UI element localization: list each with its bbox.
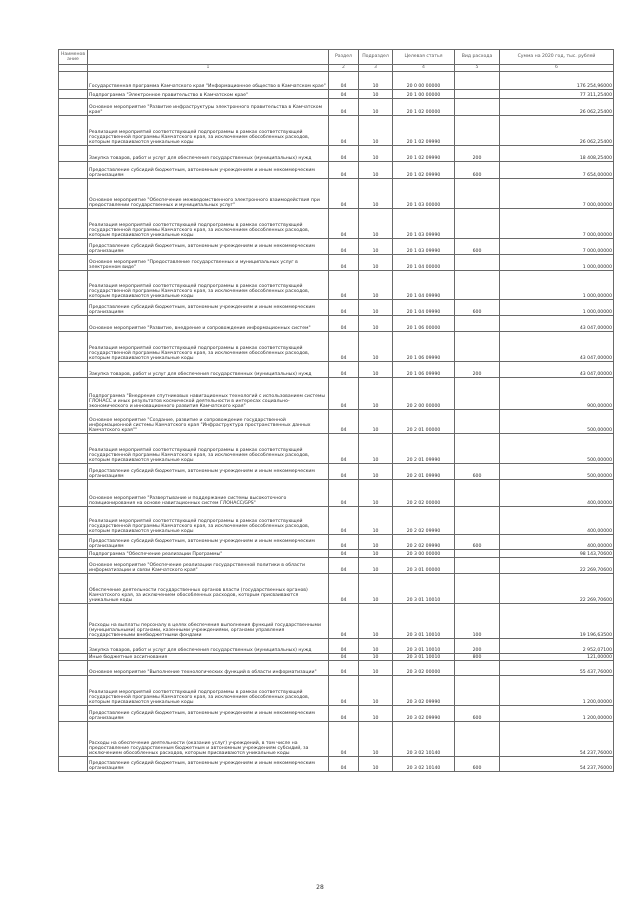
row-name: Закупка товаров, работ и услуг для обеспечения государственных (муниципальных) нужд bbox=[88, 362, 329, 378]
row-name: Предоставление субсидий бюджетным, автономным учреждениям и иным некоммерческим организациям bbox=[88, 239, 329, 255]
row-podrazdel: 10 bbox=[359, 332, 393, 362]
table-row bbox=[59, 558, 614, 574]
blank-cell bbox=[59, 434, 88, 464]
row-sum: 18 408,25400 bbox=[500, 146, 614, 162]
table-row bbox=[59, 332, 614, 362]
row-razdel: 04 bbox=[329, 535, 359, 550]
row-vr bbox=[455, 722, 500, 757]
blank-cell bbox=[59, 239, 88, 255]
row-csr: 20 2 01 00000 bbox=[393, 410, 455, 434]
row-podrazdel: 10 bbox=[359, 72, 393, 90]
row-razdel: 04 bbox=[329, 209, 359, 239]
index-cell bbox=[59, 65, 88, 72]
row-csr: 20 2 02 09990 bbox=[393, 535, 455, 550]
row-name: Основное мероприятие "Обеспечение реализации государственной политики в области информатизации и связи Камчатского края" bbox=[88, 558, 329, 574]
row-razdel: 04 bbox=[329, 480, 359, 507]
row-podrazdel: 10 bbox=[359, 179, 393, 209]
row-razdel: 04 bbox=[329, 722, 359, 757]
row-podrazdel: 10 bbox=[359, 676, 393, 706]
table-row bbox=[59, 464, 614, 480]
row-csr: 20 3 02 00000 bbox=[393, 661, 455, 676]
row-razdel: 04 bbox=[329, 255, 359, 271]
row-name: Основное мероприятие "Развитие инфраструктуры электронного правительства в Камчатском крае" bbox=[88, 99, 329, 116]
row-vr bbox=[455, 209, 500, 239]
row-razdel: 04 bbox=[329, 239, 359, 255]
row-name: Закупка товаров, работ и услуг для обеспечения государственных (муниципальных) нужд bbox=[88, 146, 329, 162]
row-name: Реализация мероприятий соответствующей подпрограммы в рамках соответствующей государственной программы Камчатского края, за исключением обособленных расходов, которым присваиваются уникальные коды bbox=[88, 434, 329, 464]
index-cell: 2 bbox=[329, 65, 359, 72]
row-podrazdel: 10 bbox=[359, 362, 393, 378]
row-podrazdel: 10 bbox=[359, 507, 393, 535]
row-razdel: 04 bbox=[329, 706, 359, 722]
table-row bbox=[59, 209, 614, 239]
row-vr bbox=[455, 676, 500, 706]
blank-cell bbox=[59, 661, 88, 676]
row-vr: 600 bbox=[455, 535, 500, 550]
blank-cell bbox=[59, 574, 88, 604]
row-vr bbox=[455, 179, 500, 209]
row-name: Основное мероприятие "Выполнение технологических функций в области информатизации" bbox=[88, 661, 329, 676]
blank-cell bbox=[59, 300, 88, 316]
row-podrazdel: 10 bbox=[359, 654, 393, 661]
row-csr: 20 1 02 00000 bbox=[393, 99, 455, 116]
table-row bbox=[59, 162, 614, 179]
row-razdel: 04 bbox=[329, 676, 359, 706]
row-podrazdel: 10 bbox=[359, 706, 393, 722]
row-sum: 400,00000 bbox=[500, 480, 614, 507]
row-podrazdel: 10 bbox=[359, 604, 393, 639]
row-vr bbox=[455, 410, 500, 434]
row-podrazdel: 10 bbox=[359, 162, 393, 179]
table-row bbox=[59, 722, 614, 757]
row-sum: 55 437,76000 bbox=[500, 661, 614, 676]
row-name: Реализация мероприятий соответствующей подпрограммы в рамках соответствующей государственной программы Камчатского края, за исключением обособленных расходов, которым присваиваются уникальные коды bbox=[88, 676, 329, 706]
row-vr bbox=[455, 550, 500, 558]
blank-cell bbox=[59, 757, 88, 772]
row-vr bbox=[455, 99, 500, 116]
row-podrazdel: 10 bbox=[359, 209, 393, 239]
row-vr bbox=[455, 378, 500, 410]
row-sum: 43 047,00000 bbox=[500, 316, 614, 332]
index-cell: 6 bbox=[500, 65, 614, 72]
row-name: Предоставление субсидий бюджетным, автономным учреждениям и иным некоммерческим организациям bbox=[88, 464, 329, 480]
table-row bbox=[59, 239, 614, 255]
row-vr: 100 bbox=[455, 604, 500, 639]
row-csr: 20 3 02 09990 bbox=[393, 706, 455, 722]
row-podrazdel: 10 bbox=[359, 550, 393, 558]
row-podrazdel: 10 bbox=[359, 639, 393, 654]
table-row bbox=[59, 480, 614, 507]
blank-cell bbox=[59, 271, 88, 300]
row-name: Предоставление субсидий бюджетным, автономным учреждениям и иным некоммерческим организациям bbox=[88, 162, 329, 179]
row-vr bbox=[455, 480, 500, 507]
row-sum: 2 952,07100 bbox=[500, 639, 614, 654]
row-csr: 20 1 04 00000 bbox=[393, 255, 455, 271]
row-name: Обеспечение деятельности государственных органов власти (государственных органов) Камчатского края, за исключением обособленных расходов, которым присваиваются уникальные коды bbox=[88, 574, 329, 604]
row-sum: 26 062,25400 bbox=[500, 116, 614, 146]
row-csr: 20 1 03 09990 bbox=[393, 209, 455, 239]
row-vr: 600 bbox=[455, 300, 500, 316]
row-vr bbox=[455, 661, 500, 676]
index-cell: 5 bbox=[455, 65, 500, 72]
blank-cell bbox=[59, 410, 88, 434]
blank-cell bbox=[59, 507, 88, 535]
header-razdel: Раздел bbox=[329, 50, 359, 65]
table-row bbox=[59, 550, 614, 558]
row-podrazdel: 10 bbox=[359, 480, 393, 507]
row-vr: 600 bbox=[455, 239, 500, 255]
row-razdel: 04 bbox=[329, 654, 359, 661]
blank-cell bbox=[59, 464, 88, 480]
row-csr: 20 2 00 00000 bbox=[393, 378, 455, 410]
row-name: Подпрограмма "Обеспечение реализации Программы" bbox=[88, 550, 329, 558]
table-index-row bbox=[59, 65, 614, 72]
row-podrazdel: 10 bbox=[359, 271, 393, 300]
row-sum: 77 311,25400 bbox=[500, 90, 614, 99]
row-razdel: 04 bbox=[329, 271, 359, 300]
row-sum: 400,00000 bbox=[500, 535, 614, 550]
row-name: Предоставление субсидий бюджетным, автономным учреждениям и иным некоммерческим организациям bbox=[88, 535, 329, 550]
row-sum: 7 654,00000 bbox=[500, 162, 614, 179]
row-csr: 20 1 02 09990 bbox=[393, 162, 455, 179]
table-row bbox=[59, 507, 614, 535]
row-csr: 20 3 02 10140 bbox=[393, 722, 455, 757]
header-podrazdel: Подраздел bbox=[359, 50, 393, 65]
row-csr: 20 1 02 09990 bbox=[393, 116, 455, 146]
row-sum: 43 047,00000 bbox=[500, 362, 614, 378]
row-csr: 20 1 03 09990 bbox=[393, 239, 455, 255]
blank-cell bbox=[59, 535, 88, 550]
row-razdel: 04 bbox=[329, 316, 359, 332]
row-csr: 20 0 00 00000 bbox=[393, 72, 455, 90]
table-row bbox=[59, 316, 614, 332]
row-sum: 400,00000 bbox=[500, 507, 614, 535]
page-number: 28 bbox=[316, 884, 324, 891]
row-razdel: 04 bbox=[329, 72, 359, 90]
blank-cell bbox=[59, 72, 88, 90]
table-row bbox=[59, 661, 614, 676]
row-vr: 200 bbox=[455, 362, 500, 378]
row-vr: 200 bbox=[455, 639, 500, 654]
table-row bbox=[59, 535, 614, 550]
table-row bbox=[59, 99, 614, 116]
table-row bbox=[59, 90, 614, 99]
blank-cell bbox=[59, 255, 88, 271]
row-sum: 1 000,00000 bbox=[500, 255, 614, 271]
row-sum: 176 254,96000 bbox=[500, 72, 614, 90]
row-name: Подпрограмма "Электронное правительство в Камчатском крае" bbox=[88, 90, 329, 99]
row-name: Расходы на выплаты персоналу в целях обеспечения выполнения функций государственными (муниципальными) органами, казенными учреждениями, органами управления государственными внебюджетными фондами bbox=[88, 604, 329, 639]
header-name: Наименование bbox=[59, 50, 88, 65]
table-row bbox=[59, 116, 614, 146]
header-csr: Целевая статья bbox=[393, 50, 455, 65]
row-podrazdel: 10 bbox=[359, 410, 393, 434]
row-csr: 20 3 01 10010 bbox=[393, 654, 455, 661]
row-podrazdel: 10 bbox=[359, 574, 393, 604]
row-name: Основное мероприятие "Обеспечение межведомственного электронного взаимодействия при предоставлении государственных и муниципальных услуг" bbox=[88, 179, 329, 209]
row-csr: 20 1 03 00000 bbox=[393, 179, 455, 209]
row-sum: 43 047,00000 bbox=[500, 332, 614, 362]
row-sum: 121,00000 bbox=[500, 654, 614, 661]
row-razdel: 04 bbox=[329, 300, 359, 316]
row-name: Основное мероприятие "Предоставление государственных и муниципальных услуг в электронном виде" bbox=[88, 255, 329, 271]
table-row bbox=[59, 757, 614, 772]
blank-cell bbox=[59, 362, 88, 378]
table-row bbox=[59, 179, 614, 209]
row-razdel: 04 bbox=[329, 574, 359, 604]
row-csr: 20 3 02 09990 bbox=[393, 676, 455, 706]
table-row bbox=[59, 434, 614, 464]
row-vr bbox=[455, 332, 500, 362]
blank-cell bbox=[59, 706, 88, 722]
table-row bbox=[59, 639, 614, 654]
row-razdel: 04 bbox=[329, 362, 359, 378]
header-vr: Вид расхода bbox=[455, 50, 500, 65]
row-vr bbox=[455, 558, 500, 574]
row-sum: 7 000,00000 bbox=[500, 239, 614, 255]
row-csr: 20 3 01 00000 bbox=[393, 558, 455, 574]
blank-cell bbox=[59, 179, 88, 209]
row-csr: 20 1 04 09990 bbox=[393, 271, 455, 300]
table-row bbox=[59, 604, 614, 639]
blank-cell bbox=[59, 654, 88, 661]
row-sum: 1 000,00000 bbox=[500, 271, 614, 300]
blank-cell bbox=[59, 116, 88, 146]
row-razdel: 04 bbox=[329, 146, 359, 162]
table-row bbox=[59, 72, 614, 90]
table-row bbox=[59, 676, 614, 706]
blank-cell bbox=[59, 378, 88, 410]
row-sum: 1 000,00000 bbox=[500, 300, 614, 316]
row-sum: 7 000,00000 bbox=[500, 179, 614, 209]
row-csr: 20 3 01 10010 bbox=[393, 574, 455, 604]
row-vr: 600 bbox=[455, 162, 500, 179]
row-csr: 20 1 04 09990 bbox=[393, 300, 455, 316]
blank-cell bbox=[59, 550, 88, 558]
row-csr: 20 3 00 00000 bbox=[393, 550, 455, 558]
row-podrazdel: 10 bbox=[359, 90, 393, 99]
blank-cell bbox=[59, 480, 88, 507]
row-razdel: 04 bbox=[329, 507, 359, 535]
row-name: Предоставление субсидий бюджетным, автономным учреждениям и иным некоммерческим организациям bbox=[88, 757, 329, 772]
row-vr: 200 bbox=[455, 146, 500, 162]
table-row bbox=[59, 378, 614, 410]
table-header-row bbox=[59, 50, 614, 65]
blank-cell bbox=[59, 558, 88, 574]
row-sum: 900,00000 bbox=[500, 378, 614, 410]
table-row bbox=[59, 255, 614, 271]
row-razdel: 04 bbox=[329, 464, 359, 480]
table-row bbox=[59, 706, 614, 722]
blank-cell bbox=[59, 99, 88, 116]
row-razdel: 04 bbox=[329, 550, 359, 558]
row-csr: 20 2 01 09990 bbox=[393, 434, 455, 464]
row-sum: 54 237,76000 bbox=[500, 757, 614, 772]
table-row bbox=[59, 300, 614, 316]
row-vr bbox=[455, 271, 500, 300]
blank-cell bbox=[59, 316, 88, 332]
row-razdel: 04 bbox=[329, 378, 359, 410]
row-csr: 20 1 02 09990 bbox=[393, 146, 455, 162]
table-row bbox=[59, 146, 614, 162]
row-razdel: 04 bbox=[329, 162, 359, 179]
row-podrazdel: 10 bbox=[359, 464, 393, 480]
row-name: Основное мероприятие "Развитие, внедрение и сопровождение информационных систем" bbox=[88, 316, 329, 332]
row-sum: 500,00000 bbox=[500, 464, 614, 480]
row-csr: 20 1 06 00000 bbox=[393, 316, 455, 332]
row-vr bbox=[455, 434, 500, 464]
row-sum: 22 269,70600 bbox=[500, 558, 614, 574]
blank-cell bbox=[59, 676, 88, 706]
row-csr: 20 2 02 09990 bbox=[393, 507, 455, 535]
row-name: Реализация мероприятий соответствующей подпрограммы в рамках соответствующей государственной программы Камчатского края, за исключением обособленных расходов, которым присваиваются уникальные коды bbox=[88, 209, 329, 239]
row-podrazdel: 10 bbox=[359, 722, 393, 757]
row-name: Государственная программа Камчатского края "Информационное общество в Камчатском крае" bbox=[88, 72, 329, 90]
row-podrazdel: 10 bbox=[359, 255, 393, 271]
row-podrazdel: 10 bbox=[359, 535, 393, 550]
row-vr bbox=[455, 90, 500, 99]
blank-cell bbox=[59, 639, 88, 654]
budget-table bbox=[58, 49, 614, 772]
row-name: Основное мероприятие "Развертывание и поддержание системы высокоточного позиционирования на основе навигационных систем ГЛОНАСС/GPS" bbox=[88, 480, 329, 507]
row-name: Основное мероприятие "Создание, развитие и сопровождение государственной информационной системы Камчатского края "Инфраструктура пространственных данных Камчатского края"" bbox=[88, 410, 329, 434]
row-vr bbox=[455, 255, 500, 271]
row-sum: 98 143,70600 bbox=[500, 550, 614, 558]
row-name: Реализация мероприятий соответствующей подпрограммы в рамках соответствующей государственной программы Камчатского края, за исключением обособленных расходов, которым присваиваются уникальные коды bbox=[88, 271, 329, 300]
row-podrazdel: 10 bbox=[359, 757, 393, 772]
row-csr: 20 1 06 09990 bbox=[393, 332, 455, 362]
row-sum: 1 200,00000 bbox=[500, 706, 614, 722]
row-razdel: 04 bbox=[329, 90, 359, 99]
blank-cell bbox=[59, 162, 88, 179]
table-row bbox=[59, 410, 614, 434]
row-razdel: 04 bbox=[329, 558, 359, 574]
row-csr: 20 3 01 10010 bbox=[393, 604, 455, 639]
index-cell: 4 bbox=[393, 65, 455, 72]
row-sum: 54 237,76000 bbox=[500, 722, 614, 757]
row-vr: 800 bbox=[455, 654, 500, 661]
index-cell: 3 bbox=[359, 65, 393, 72]
row-csr: 20 2 01 09990 bbox=[393, 464, 455, 480]
row-vr bbox=[455, 507, 500, 535]
row-name: Предоставление субсидий бюджетным, автономным учреждениям и иным некоммерческим организациям bbox=[88, 706, 329, 722]
blank-cell bbox=[59, 722, 88, 757]
row-razdel: 04 bbox=[329, 757, 359, 772]
row-vr: 600 bbox=[455, 757, 500, 772]
row-podrazdel: 10 bbox=[359, 661, 393, 676]
row-vr bbox=[455, 116, 500, 146]
row-vr: 600 bbox=[455, 706, 500, 722]
table-row bbox=[59, 574, 614, 604]
row-name: Реализация мероприятий соответствующей подпрограммы в рамках соответствующей государственной программы Камчатского края, за исключением обособленных расходов, которым присваиваются уникальные коды bbox=[88, 507, 329, 535]
table-row bbox=[59, 271, 614, 300]
row-razdel: 04 bbox=[329, 434, 359, 464]
row-name: Реализация мероприятий соответствующей подпрограммы в рамках соответствующей государственной программы Камчатского края, за исключением обособленных расходов, которым присваиваются уникальные коды bbox=[88, 332, 329, 362]
row-sum: 26 062,25400 bbox=[500, 99, 614, 116]
row-sum: 7 000,00000 bbox=[500, 209, 614, 239]
index-cell: 1 bbox=[88, 65, 329, 72]
row-podrazdel: 10 bbox=[359, 239, 393, 255]
row-vr: 600 bbox=[455, 464, 500, 480]
row-vr bbox=[455, 72, 500, 90]
blank-cell bbox=[59, 90, 88, 99]
row-razdel: 04 bbox=[329, 179, 359, 209]
row-sum: 22 269,70600 bbox=[500, 574, 614, 604]
row-name: Иные бюджетные ассигнования bbox=[88, 654, 329, 661]
row-csr: 20 3 01 10010 bbox=[393, 639, 455, 654]
row-vr bbox=[455, 316, 500, 332]
row-podrazdel: 10 bbox=[359, 116, 393, 146]
row-podrazdel: 10 bbox=[359, 378, 393, 410]
row-razdel: 04 bbox=[329, 410, 359, 434]
row-sum: 500,00000 bbox=[500, 410, 614, 434]
row-podrazdel: 10 bbox=[359, 434, 393, 464]
row-name: Расходы на обеспечение деятельности (оказание услуг) учреждений, в том числе на предоставление государственным бюджетным и автономным учреждениям субсидий, за исключением обособленных расходов, которым присваиваются уникальные коды bbox=[88, 722, 329, 757]
header-blank bbox=[88, 50, 329, 65]
row-name: Реализация мероприятий соответствующей подпрограммы в рамках соответствующей государственной программы Камчатского края, за исключением обособленных расходов, которым присваиваются уникальные коды bbox=[88, 116, 329, 146]
blank-cell bbox=[59, 146, 88, 162]
row-razdel: 04 bbox=[329, 332, 359, 362]
row-name: Закупка товаров, работ и услуг для обеспечения государственных (муниципальных) нужд bbox=[88, 639, 329, 654]
row-podrazdel: 10 bbox=[359, 146, 393, 162]
row-csr: 20 1 06 09990 bbox=[393, 362, 455, 378]
row-sum: 1 200,00000 bbox=[500, 676, 614, 706]
header-sum: Сумма на 2020 год, тыс. рублей bbox=[500, 50, 614, 65]
row-razdel: 04 bbox=[329, 639, 359, 654]
row-csr: 20 2 02 00000 bbox=[393, 480, 455, 507]
row-csr: 20 3 02 10140 bbox=[393, 757, 455, 772]
row-razdel: 04 bbox=[329, 116, 359, 146]
blank-cell bbox=[59, 604, 88, 639]
row-razdel: 04 bbox=[329, 661, 359, 676]
row-vr bbox=[455, 574, 500, 604]
row-sum: 500,00000 bbox=[500, 434, 614, 464]
row-csr: 20 1 00 00000 bbox=[393, 90, 455, 99]
row-podrazdel: 10 bbox=[359, 316, 393, 332]
row-podrazdel: 10 bbox=[359, 300, 393, 316]
row-podrazdel: 10 bbox=[359, 558, 393, 574]
row-razdel: 04 bbox=[329, 99, 359, 116]
row-sum: 19 196,63500 bbox=[500, 604, 614, 639]
row-podrazdel: 10 bbox=[359, 99, 393, 116]
table-row bbox=[59, 362, 614, 378]
table-row bbox=[59, 654, 614, 661]
row-razdel: 04 bbox=[329, 604, 359, 639]
row-name: Предоставление субсидий бюджетным, автономным учреждениям и иным некоммерческим организациям bbox=[88, 300, 329, 316]
row-name: Подпрограмма "Внедрение спутниковых навигационных технологий с использованием системы ГЛОНАСС и иных результатов космической деятельности в интересах социально-экономического и инновационного развития Камчатского края" bbox=[88, 378, 329, 410]
blank-cell bbox=[59, 332, 88, 362]
blank-cell bbox=[59, 209, 88, 239]
